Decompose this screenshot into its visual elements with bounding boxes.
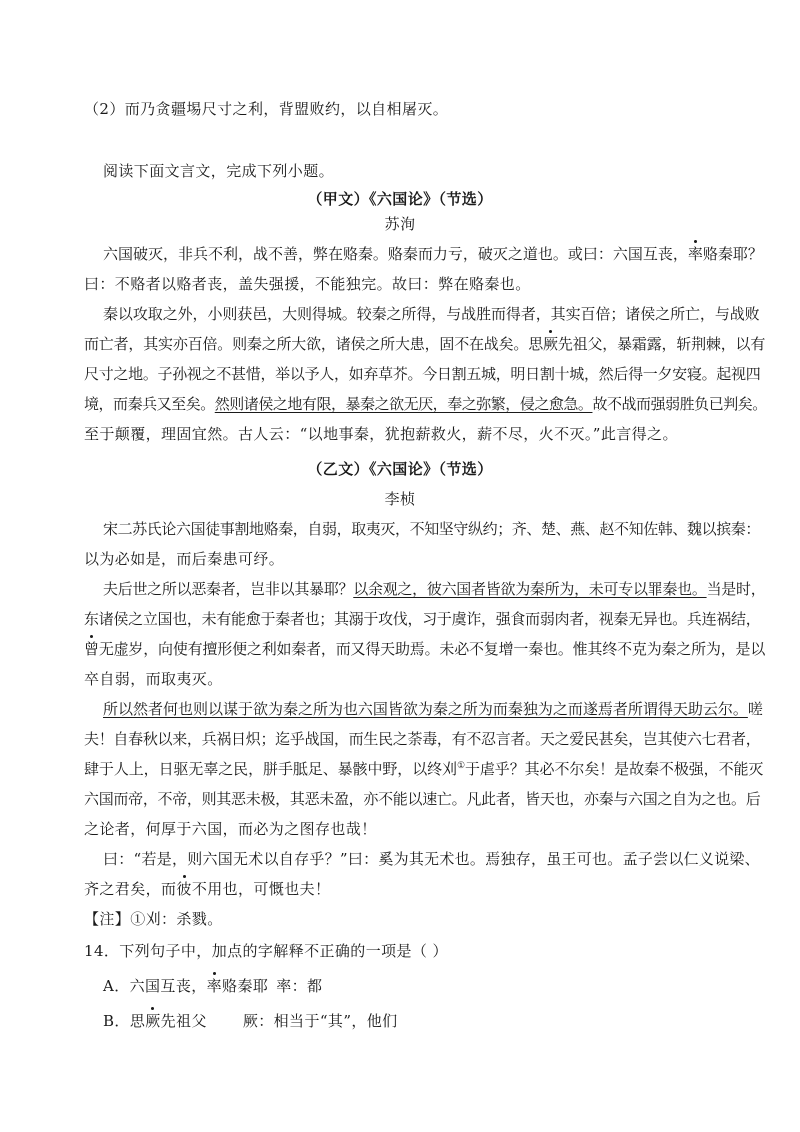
passage-b-line	[103, 578, 765, 599]
passage-a-author: 苏洵	[384, 215, 416, 233]
passage-b-line: 夫！自春秋以来，兵祸日炽；迄乎战国，而生民之荼毒，有不忍言者。天之爱民甚矣，岂其使六七君者，	[84, 730, 761, 748]
passage-a-line: 秦以攻取之外，小则获邑，大则得城。较秦之所得，与战胜而得者，其实百倍；诸侯之所亡，与战败	[103, 305, 760, 323]
passage-b-line	[103, 698, 763, 719]
emphasis-dot-char: 率	[687, 245, 703, 263]
footnote-marker: ①	[456, 761, 465, 771]
passage-a-title: （甲文）《六国论》（节选）	[307, 190, 493, 208]
passage-b-text: 嗟	[747, 700, 763, 718]
underlined-sentence: 所以然者何也则以谋于欲为秦之所为也六国皆欲为秦之所为而秦独为之而遂焉者所谓得天助云尔。	[103, 700, 748, 718]
passage-b-line: 曰：“若是，则六国无术以自存乎？”曰：奚为其无术也。焉独存，虽王可也。孟子尝以仁义说梁、	[103, 850, 760, 868]
emphasis-dot-char: 曾	[84, 640, 99, 658]
passage-b-text: 肆于人上，日驱无辜之民，胼手胝足、暴骸中野，以终刈	[84, 760, 457, 778]
passage-a-text: 先祖父，暴霜露，斩荆棘，以有	[557, 335, 766, 353]
passage-a-line: 曰：不赂者以赂者丧，盖失强援，不能独完。故曰：弊在赂秦也。	[84, 275, 531, 293]
passage-b-line	[84, 758, 763, 779]
option-b-text: 先祖父	[160, 1012, 207, 1030]
passage-a-text: 六国破灭，非兵不利，战不善，弊在赂秦。赂秦而力亏，破灭之道也。或曰：六国互丧，	[103, 245, 688, 263]
passage-b-line: 宋二苏氏论六国徒事割地赂秦，自弱，取夷灭，不知坚守纵约；齐、楚、燕、赵不知佐韩、魏以摈秦：	[103, 520, 761, 538]
question-2-text: （2）而乃贪疆埸尺寸之利，背盟败约，以自相屠灭。	[84, 100, 449, 118]
question-14-stem: 14．下列句子中，加点的字解释不正确的一项是（ ）	[84, 942, 448, 960]
passage-a-text: 故不战而强弱胜负已判矣。	[592, 395, 767, 413]
passage-b-line: 之论者，何厚于六国，而必为之图存也哉！	[84, 820, 377, 838]
passage-b-text: 当是时，	[706, 580, 766, 598]
option-b-gloss: 厥：相当于“其”，他们	[242, 1012, 398, 1030]
option-a[interactable]	[103, 975, 322, 996]
passage-b-line: 六国而帝，不帝，则其恶未极，其恶未盈，亦不能以速亡。凡此者，皆天也，亦秦与六国之自为之也。后	[84, 790, 761, 808]
passage-b-text: 夫后世之所以恶秦者，岂非以其暴耶？	[103, 580, 354, 598]
footnote: 【注】①刈：杀戮。	[84, 910, 223, 928]
emphasis-dot-char: 厥	[543, 335, 558, 353]
passage-b-text: 不用也，可慨也夫！	[191, 880, 331, 898]
passage-a-line: 至于颠覆，理固宜然。古人云：“以地事秦，犹抱薪救火，薪不尽，火不灭。”此言得之。	[84, 425, 678, 443]
passage-a-line	[84, 393, 767, 414]
emphasis-dot-char: 彼	[176, 880, 192, 898]
option-a-text: A．六国互丧，	[103, 977, 207, 995]
passage-a-text: 赂秦耶？	[702, 245, 763, 263]
passage-b-line	[84, 878, 330, 899]
passage-b-line: 卒自弱，而取夷灭。	[84, 670, 223, 688]
passage-b-author: 李桢	[384, 490, 416, 508]
reading-instruction: 阅读下面文言文，完成下列小题。	[103, 162, 335, 180]
passage-a-text: 境，而秦兵又至矣。	[84, 395, 215, 413]
passage-b-line: 东诸侯之立国也，未有能愈于秦者也；其溺于攻伐，习于虞诈，强食而弱肉者，视秦无异也。兵连祸结，	[84, 610, 761, 628]
underlined-sentence: 以余观之，彼六国者皆欲为秦所为，未可专以罪秦也。	[353, 580, 707, 598]
option-a-text: 赂秦耶	[222, 977, 269, 995]
option-a-gloss: 率：都	[276, 977, 323, 995]
option-b-text: B．思	[103, 1012, 146, 1030]
passage-b-line: 以为必如是，而后秦患可纾。	[84, 550, 285, 568]
passage-b-line	[84, 638, 765, 659]
underlined-sentence: 然则诸侯之地有限，暴秦之欲无厌，奉之弥繁，侵之愈急。	[214, 395, 593, 413]
passage-a-line	[84, 333, 765, 354]
emphasis-dot-char: 厥	[145, 1012, 161, 1030]
passage-b-title: （乙文）《六国论》（节选）	[307, 460, 493, 478]
passage-b-text: 无虚岁，向使有擅形便之利如秦者，而又得天助焉。未必不复增一秦也。惟其终不克为秦之所为，是以	[98, 640, 766, 658]
passage-a-line	[103, 243, 763, 264]
passage-b-text: 于虐乎？其必不尔矣！是故秦不极强，不能灭	[464, 760, 764, 778]
passage-b-text: 齐之君矣，而	[84, 880, 177, 898]
passage-a-line: 尺寸之地。子孙视之不甚惜，举以予人，如弃草芥。今日割五城，明日割十城，然后得一夕安寝。起视四	[84, 365, 761, 383]
emphasis-dot-char: 率	[206, 977, 223, 995]
option-b[interactable]	[103, 1010, 398, 1031]
passage-a-text: 而亡者，其实亦百倍。则秦之所大欲，诸侯之所大患，固不在战矣。思	[84, 335, 544, 353]
